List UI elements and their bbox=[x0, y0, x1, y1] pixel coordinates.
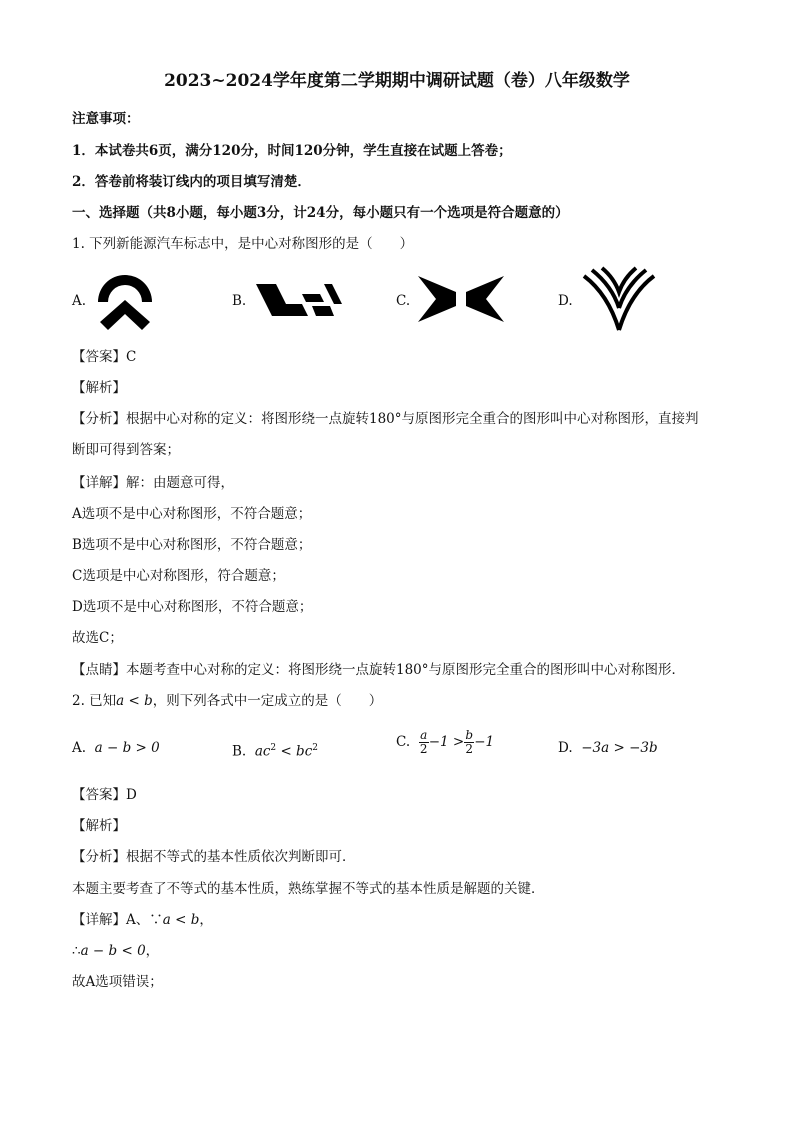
notice-heading: 注意事项： bbox=[72, 111, 140, 127]
q1-answer: 【答案】C bbox=[72, 349, 137, 365]
logo-a-icon bbox=[90, 270, 160, 332]
q2-option-d bbox=[558, 739, 658, 757]
q1-option-b-label: B. bbox=[232, 293, 247, 309]
section-heading: 一、选择题（共8小题，每小题3分，计24分，每小题只有一个选项是符合题意的） bbox=[72, 205, 569, 221]
q1-option-a-label: A. bbox=[72, 293, 87, 309]
q2-detail-post: ， bbox=[199, 912, 213, 928]
q2-option-a-label: A. bbox=[72, 740, 87, 756]
notice-item-2: 2．答卷前将装订线内的项目填写清楚． bbox=[72, 174, 311, 190]
q1-stem: 1. 下列新能源汽车标志中，是中心对称图形的是（ ） bbox=[72, 236, 414, 252]
q2-therefore-math: a − b < 0 bbox=[80, 943, 146, 959]
q2-stem-math: a < b bbox=[116, 693, 153, 709]
q1-option-d-label: D. bbox=[558, 293, 573, 309]
q2-option-c-end: −1 bbox=[474, 734, 495, 750]
q2-stem-pre: 2. 已知 bbox=[72, 693, 117, 709]
q2-option-d-expr: −3a > −3b bbox=[581, 740, 658, 756]
q1-analysis-label: 【解析】 bbox=[72, 380, 126, 396]
q2-option-b-base1: ac bbox=[254, 743, 271, 760]
q2-detail-math: a < b bbox=[162, 912, 200, 928]
q2-therefore bbox=[72, 942, 159, 960]
q1-detail-d: D选项不是中心对称图形，不符合题意； bbox=[72, 599, 313, 615]
logo-b-icon bbox=[254, 282, 344, 318]
q2-option-c bbox=[396, 729, 494, 756]
frac-denominator: 2 bbox=[419, 742, 428, 756]
q2-option-a-expr: a − b > 0 bbox=[94, 740, 160, 756]
q2-option-a bbox=[72, 739, 160, 757]
therefore-symbol: ∴ bbox=[72, 943, 81, 959]
q2-option-c-frac-a bbox=[419, 729, 429, 756]
q1-detail-a: A选项不是中心对称图形，不符合题意； bbox=[72, 506, 312, 522]
frac-numerator: a bbox=[420, 728, 428, 742]
q2-summary: 本题主要考查了不等式的基本性质，熟练掌握不等式的基本性质是解题的关键． bbox=[72, 881, 545, 897]
q2-therefore-post: ， bbox=[145, 943, 160, 959]
q2-analysis: 【分析】根据不等式的基本性质依次判断即可． bbox=[72, 849, 356, 865]
q2-stem-post: ，则下列各式中一定成立的是（ ） bbox=[152, 693, 383, 709]
q2-detail-pre: 【详解】A、∵ bbox=[72, 912, 163, 928]
q1-detail-b: B选项不是中心对称图形，不符合题意； bbox=[72, 537, 312, 553]
q1-detail: 【详解】解：由题意可得， bbox=[72, 475, 234, 491]
q2-option-c-label: C. bbox=[396, 734, 411, 750]
q2-option-b-exp1: 2 bbox=[270, 743, 277, 753]
q2-answer: 【答案】D bbox=[72, 787, 137, 803]
q2-analysis-label: 【解析】 bbox=[72, 818, 126, 834]
q2-option-b bbox=[232, 739, 318, 761]
frac-numerator: b bbox=[465, 728, 474, 742]
q2-conclusion: 故A选项错误； bbox=[72, 974, 163, 990]
q2-option-b-mid: < bc bbox=[276, 743, 313, 760]
logo-d-icon bbox=[578, 266, 660, 332]
q1-detail-c: C选项是中心对称图形，符合题意； bbox=[72, 568, 285, 584]
q2-option-b-exp2: 2 bbox=[312, 743, 318, 753]
q2-option-d-label: D. bbox=[558, 740, 573, 756]
q1-comment: 【点睛】本题考查中心对称的定义：将图形绕一点旋转180°与原图形完全重合的图形叫中心对称图形． bbox=[72, 662, 686, 678]
q2-option-c-mid: −1 > bbox=[428, 734, 465, 750]
notice-item-1: 1．本试卷共6页，满分120分，时间120分钟，学生直接在试题上答卷； bbox=[72, 143, 512, 159]
q1-choose: 故选C； bbox=[72, 630, 123, 646]
q1-option-c-label: C. bbox=[396, 293, 411, 309]
frac-denominator: 2 bbox=[465, 742, 474, 756]
logo-c-icon bbox=[416, 274, 506, 324]
q2-option-b-label: B. bbox=[232, 743, 247, 760]
page-title: 2023~2024学年度第二学期期中调研试题（卷）八年级数学 bbox=[164, 71, 630, 91]
q1-analysis-line-1: 【分析】根据中心对称的定义：将图形绕一点旋转180°与原图形完全重合的图形叫中心对称图形，直接判 bbox=[72, 411, 699, 427]
q2-detail bbox=[72, 911, 213, 929]
q2-stem bbox=[72, 692, 382, 710]
q2-option-c-frac-b bbox=[464, 729, 474, 756]
q1-analysis-line-2: 断即可得到答案； bbox=[72, 442, 180, 458]
